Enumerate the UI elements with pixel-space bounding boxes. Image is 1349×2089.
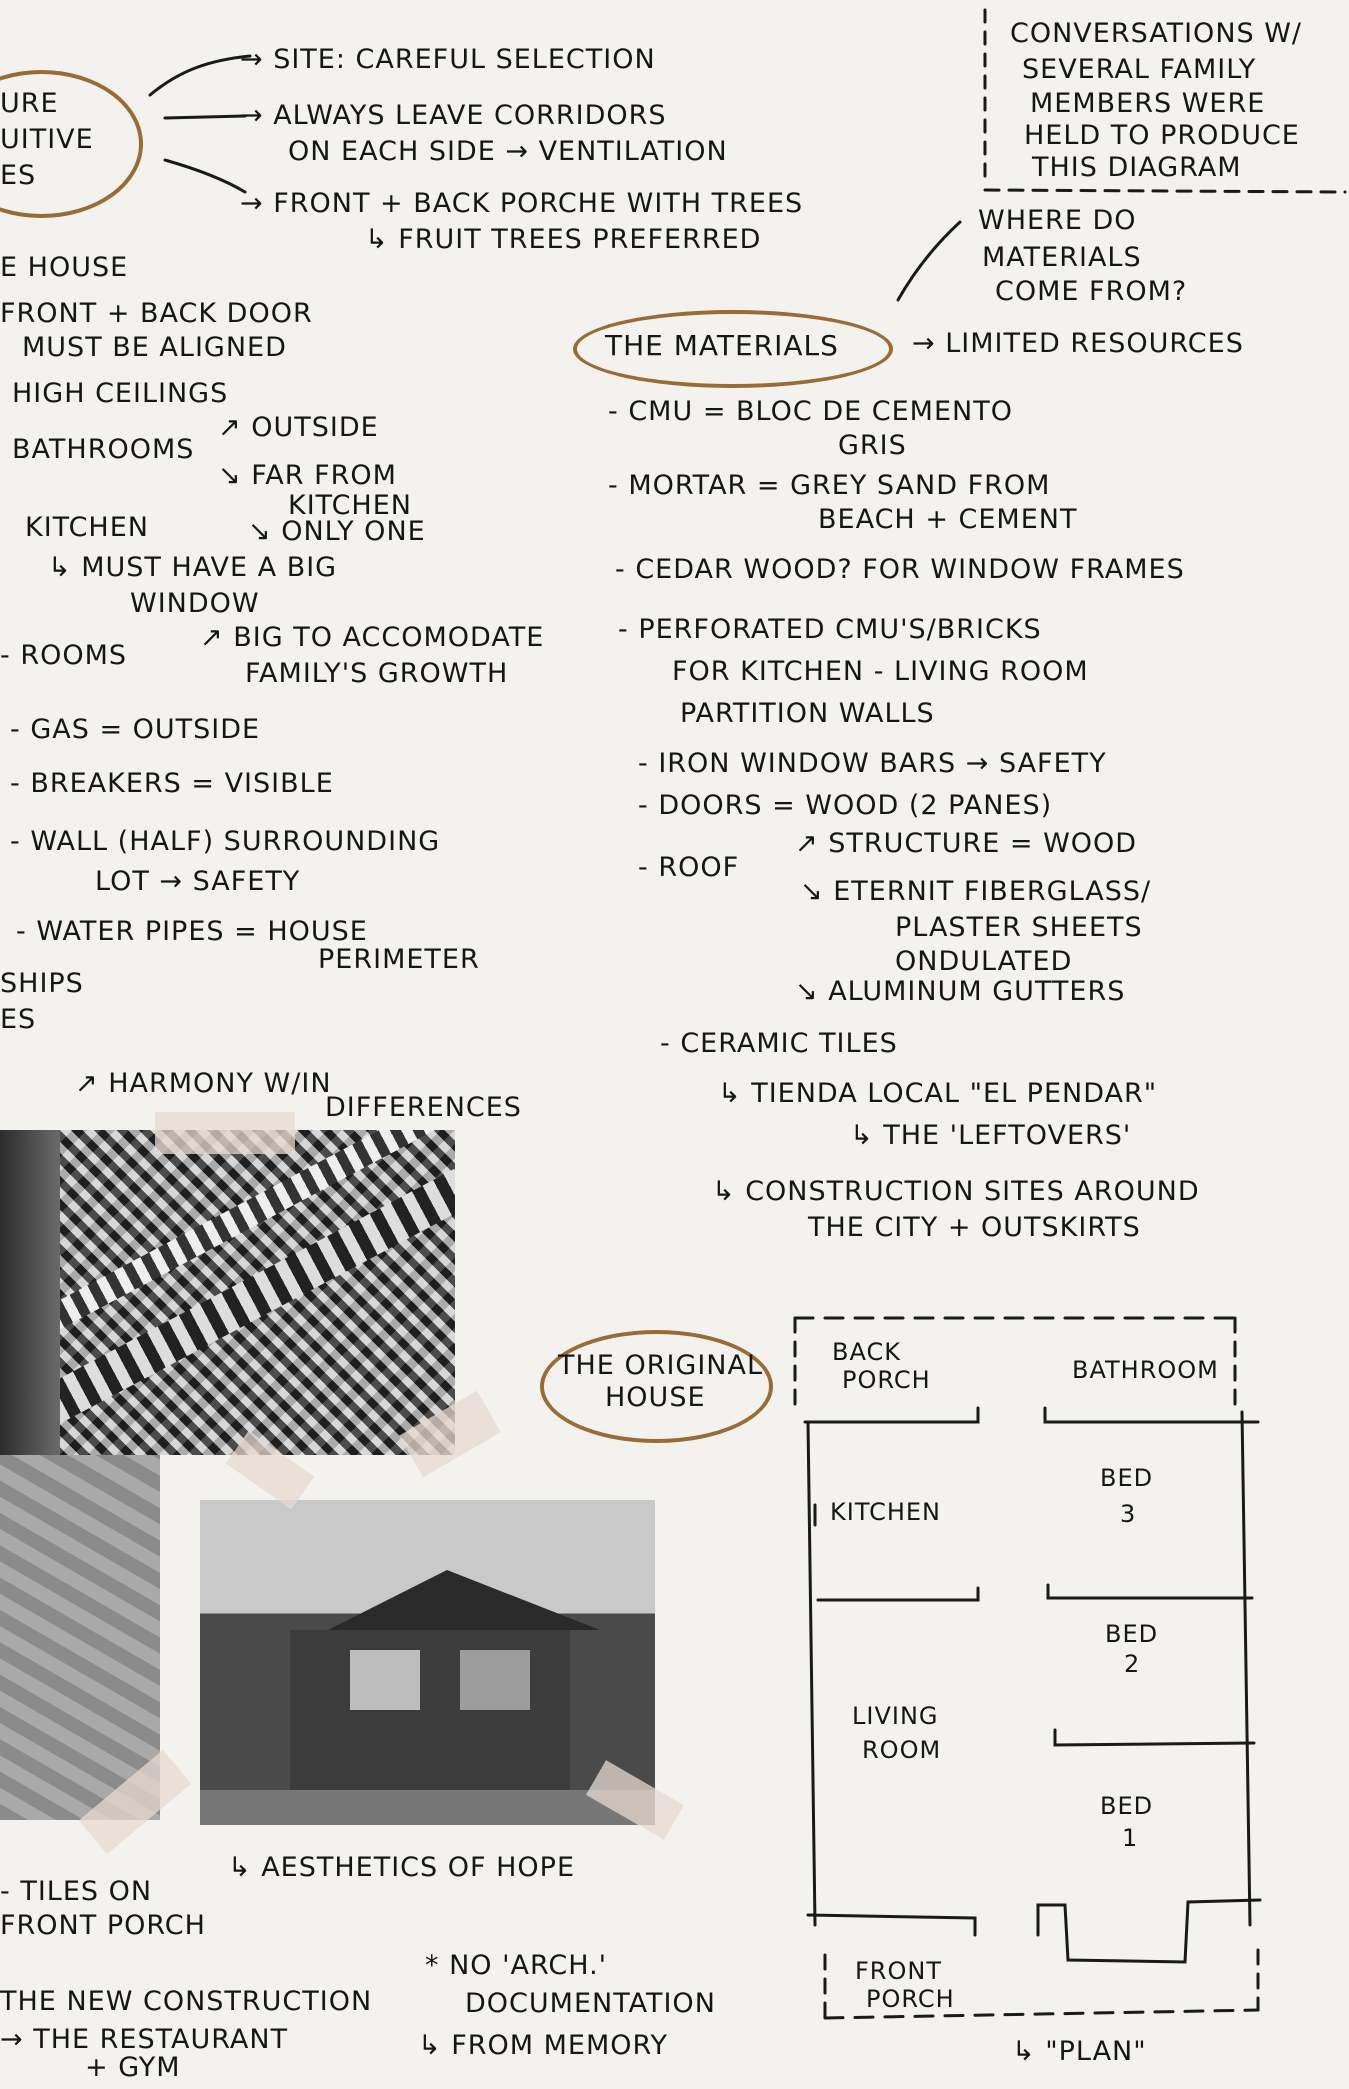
bathroom-note-outside: ↗ OUTSIDE xyxy=(218,412,379,443)
plan-bed3-2: 3 xyxy=(1120,1500,1137,1528)
plan-living-2: ROOM xyxy=(862,1736,942,1764)
where-line-3: COME FROM? xyxy=(995,276,1188,307)
kitchen-note-2: WINDOW xyxy=(130,588,260,619)
tienda-1: ↳ TIENDA LOCAL "EL PENDAR" xyxy=(718,1078,1158,1109)
cedar: - CEDAR WOOD? FOR WINDOW FRAMES xyxy=(615,554,1185,585)
plan-back-porch-2: PORCH xyxy=(842,1366,931,1394)
limited-resources: → LIMITED RESOURCES xyxy=(912,328,1244,359)
bathroom-note-only-one: ↘ ONLY ONE xyxy=(248,516,426,547)
plan-caption: ↳ "PLAN" xyxy=(1012,2036,1147,2067)
tile-photo xyxy=(0,1130,455,1455)
fragment-es: ES xyxy=(0,1004,37,1035)
new-construction-3: + GYM xyxy=(85,2052,181,2083)
roof: - ROOF xyxy=(638,852,740,883)
tienda-2: ↳ THE 'LEFTOVERS' xyxy=(850,1120,1132,1151)
high-ceilings: HIGH CEILINGS xyxy=(12,378,229,409)
house-photo xyxy=(200,1500,655,1825)
aesthetics-of-hope: ↳ AESTHETICS OF HOPE xyxy=(228,1852,576,1883)
original-house-1: THE ORIGINAL xyxy=(558,1350,764,1381)
conversations-line-2: SEVERAL FAMILY xyxy=(1022,54,1257,85)
cmu-2: GRIS xyxy=(838,430,907,461)
original-house-2: HOUSE xyxy=(605,1382,706,1413)
floor-photo xyxy=(0,1455,160,1820)
porches-note-1: → FRONT + BACK PORCHE WITH TREES xyxy=(240,188,804,219)
iron-bars: - IRON WINDOW BARS → SAFETY xyxy=(638,748,1107,779)
roof-structure: ↗ STRUCTURE = WOOD xyxy=(795,828,1138,859)
new-construction-2: → THE RESTAURANT xyxy=(0,2024,289,2055)
conversations-line-5: THIS DIAGRAM xyxy=(1032,152,1242,183)
new-construction-1: THE NEW CONSTRUCTION xyxy=(0,1986,373,2017)
plan-bed1-1: BED xyxy=(1100,1792,1154,1820)
plan-living-1: LIVING xyxy=(852,1702,939,1730)
roof-plaster: PLASTER SHEETS xyxy=(895,912,1143,943)
conversations-line-4: HELD TO PRODUCE xyxy=(1024,120,1300,151)
oval-text-line-2: UITIVE xyxy=(0,124,94,155)
plan-bed2-2: 2 xyxy=(1124,1650,1141,1678)
fragment-ships: SHIPS xyxy=(0,968,84,999)
plan-front-porch-2: PORCH xyxy=(866,1985,955,2013)
conversations-line-3: MEMBERS WERE xyxy=(1030,88,1266,119)
site-note: → SITE: CAREFUL SELECTION xyxy=(240,44,656,75)
water-1: - WATER PIPES = HOUSE xyxy=(16,916,368,947)
house-heading: E HOUSE xyxy=(0,252,129,283)
harmony-1: ↗ HARMONY W/IN xyxy=(75,1068,332,1099)
plan-front-porch-1: FRONT xyxy=(855,1957,942,1985)
plan-bed2-1: BED xyxy=(1105,1620,1159,1648)
kitchen: KITCHEN xyxy=(25,512,149,543)
breakers: - BREAKERS = VISIBLE xyxy=(10,768,334,799)
no-arch-3: ↳ FROM MEMORY xyxy=(418,2030,669,2061)
no-arch-1: * NO 'ARCH.' xyxy=(425,1950,608,1981)
front-back-door-1: FRONT + BACK DOOR xyxy=(0,298,313,329)
wall-2: LOT → SAFETY xyxy=(95,866,301,897)
oval-text-line-1: URE xyxy=(0,88,59,119)
no-arch-2: DOCUMENTATION xyxy=(465,1988,716,2019)
where-line-2: MATERIALS xyxy=(982,242,1142,273)
ceramic-tiles: - CERAMIC TILES xyxy=(660,1028,898,1059)
corridors-note-1: → ALWAYS LEAVE CORRIDORS xyxy=(240,100,667,131)
rooms-note-1: ↗ BIG TO ACCOMODATE xyxy=(200,622,545,653)
conversations-line-1: CONVERSATIONS W/ xyxy=(1010,18,1303,49)
where-line-1: WHERE DO xyxy=(978,205,1137,236)
roof-eternit: ↘ ETERNIT FIBERGLASS/ xyxy=(800,876,1152,907)
rooms: - ROOMS xyxy=(0,640,128,671)
wall-1: - WALL (HALF) SURROUNDING xyxy=(10,826,441,857)
mortar-1: - MORTAR = GREY SAND FROM xyxy=(608,470,1051,501)
construction-sites-2: THE CITY + OUTSKIRTS xyxy=(808,1212,1141,1243)
plan-bathroom: BATHROOM xyxy=(1072,1356,1219,1384)
plan-bed3-1: BED xyxy=(1100,1464,1154,1492)
roof-gutters: ↘ ALUMINUM GUTTERS xyxy=(795,976,1126,1007)
harmony-2: DIFFERENCES xyxy=(325,1092,522,1123)
tiles-2: FRONT PORCH xyxy=(0,1910,206,1941)
bathrooms: BATHROOMS xyxy=(12,434,195,465)
perforated-1: - PERFORATED CMU'S/BRICKS xyxy=(618,614,1042,645)
bathroom-note-far-from: ↘ FAR FROM xyxy=(218,460,397,491)
roof-ondulated: ONDULATED xyxy=(895,946,1073,977)
mortar-2: BEACH + CEMENT xyxy=(818,504,1078,535)
porches-note-2: ↳ FRUIT TREES PREFERRED xyxy=(365,224,762,255)
gas: - GAS = OUTSIDE xyxy=(10,714,261,745)
construction-sites-1: ↳ CONSTRUCTION SITES AROUND xyxy=(712,1176,1200,1207)
plan-back-porch-1: BACK xyxy=(832,1338,901,1366)
plan-kitchen: KITCHEN xyxy=(830,1498,941,1526)
materials-title: THE MATERIALS xyxy=(605,329,839,362)
perforated-2: FOR KITCHEN - LIVING ROOM xyxy=(672,656,1089,687)
oval-text-line-3: ES xyxy=(0,160,37,191)
perforated-3: PARTITION WALLS xyxy=(680,698,935,729)
doors: - DOORS = WOOD (2 PANES) xyxy=(638,790,1053,821)
tiles-1: - TILES ON xyxy=(0,1876,153,1907)
front-back-door-2: MUST BE ALIGNED xyxy=(22,332,287,363)
cmu-1: - CMU = BLOC DE CEMENTO xyxy=(608,396,1013,427)
tape-1 xyxy=(155,1112,295,1154)
kitchen-note-1: ↳ MUST HAVE A BIG xyxy=(48,552,338,583)
plan-bed1-2: 1 xyxy=(1122,1824,1139,1852)
corridors-note-2: ON EACH SIDE → VENTILATION xyxy=(288,136,728,167)
water-2: PERIMETER xyxy=(318,944,480,975)
bathroom-note-kitchen: KITCHEN xyxy=(288,490,412,521)
rooms-note-2: FAMILY'S GROWTH xyxy=(245,658,509,689)
